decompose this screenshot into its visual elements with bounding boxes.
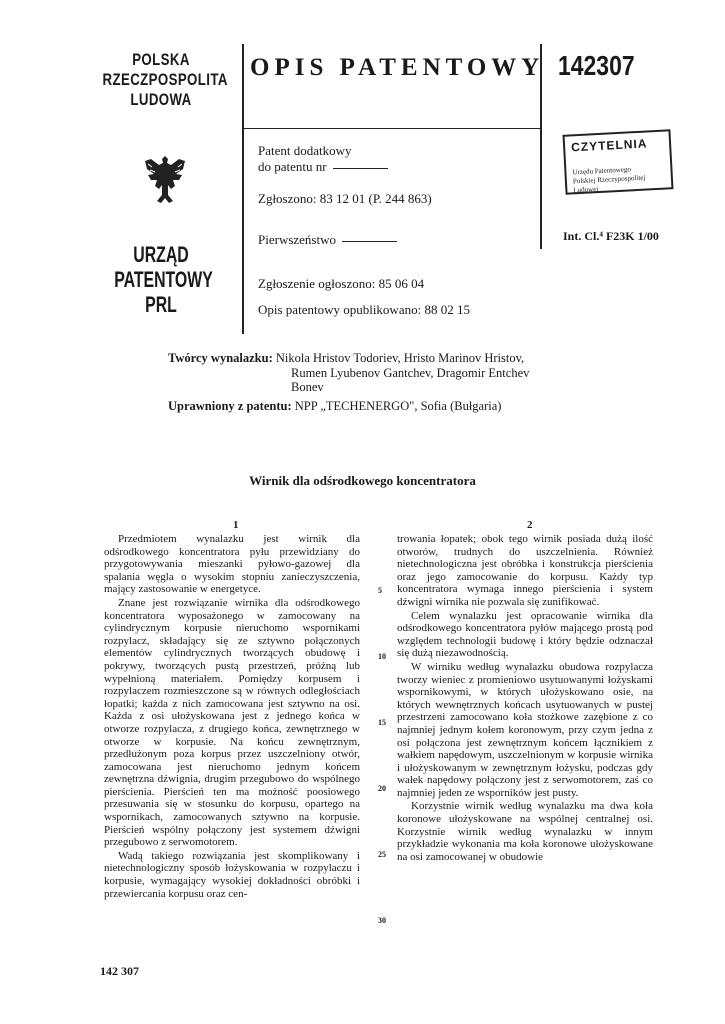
office-line: PATENTOWY (114, 267, 213, 292)
line-number: 25 (378, 850, 386, 859)
line-number: 20 (378, 784, 386, 793)
country-name (102, 50, 228, 110)
priority-line (258, 232, 397, 248)
inventors-names: Nikola Hristov Todoriev, Hristo Marinov Hristov, (275, 351, 525, 365)
patent-add-label (258, 143, 388, 175)
reading-room-stamp (563, 129, 674, 195)
country-line: RZECZPOSPOLITA (102, 70, 228, 89)
assignee-value: NPP „TECHENERGO", Sofia (Bułgaria) (294, 398, 502, 413)
blank-line (333, 168, 388, 169)
text-column-left (104, 533, 360, 901)
line-number: 10 (378, 652, 386, 661)
header-rule (244, 128, 542, 129)
stamp-title: CZYTELNIA (570, 136, 648, 155)
paragraph: Znane jest rozwiązanie wirnika dla odśrodkowego koncentratora wyposażonego w zamocowany na cylindrycznym korpusie nieruchomo wspornikami rozpylacz, składający się ze sztywno połączonych elementów cylindrycznych tworzących obudowę i pokrywy, tworzących pustą przestrzeń, próżną lub wypełnioną materiałem. Pomiędzy korpusem i rozpylaczem rozmieszczone są w równych odległościach łopatki; każda z nich zamocowana jest sztywno na osi. Każda z osi ułożyskowana jest z jednego końca w otworze rozpylacza, z drugiego końca, zewnętrznego w otworze w korpusie. Na końcu zewnętrznym, przedłużonym poza korpus przez uszczelniony otwór, zamocowana jest nieruchomo jednym końcem zewnętrzna dźwignia, drugim przegubowo do wspólnego pierścienia. Pierścień ten ma możność poosiowego przesuwania się w stosunku do korpusu, opartego na wspornikach, zamocowanych sztywno na korpusie. Pierścień wspólny połączony jest systemem dźwigni przegubowo z serwomotorem. (104, 596, 360, 849)
eagle-emblem-icon (140, 152, 190, 207)
patent-add-to-line (258, 159, 388, 175)
line-number: 5 (378, 586, 382, 595)
patent-number: 142307 (558, 50, 635, 81)
assignee-label: Uprawniony z patentu: (168, 398, 292, 413)
inventors-line (168, 351, 618, 366)
stamp-subtitle (572, 163, 671, 195)
inventors-names: Bonev (291, 380, 324, 394)
office-line: URZĄD (133, 242, 189, 267)
filed-date: Zgłoszono: 83 12 01 (P. 244 863) (258, 191, 432, 206)
text-column-right (397, 533, 653, 864)
office-line: PRL (145, 292, 177, 317)
document-type: OPIS PATENTOWY (250, 54, 545, 81)
footer-patent-number: 142 307 (100, 964, 139, 978)
paragraph: Korzystnie wirnik według wynalazku ma dwa koła koronowe ułożyskowane na wspólnej centralnej osi. Korzystnie wirnik według wynalazku w innym przykładzie wykonania ma koła koronowe ułożyskowane na osi zamocowanej w obudowie (397, 800, 653, 863)
patent-title: Wirnik dla odśrodkowego koncentratora (249, 473, 476, 488)
announced-date: Zgłoszenie ogłoszono: 85 06 04 (258, 276, 425, 291)
patent-add: Patent dodatkowy (258, 143, 352, 158)
paragraph: Wadą takiego rozwiązania jest skomplikowany i nietechnologiczny sposób łożyskowania w rozpylaczu i korpusie, wymagający wysokiej dokładności obróbki i przewiercania korpusu oraz cen- (104, 849, 360, 900)
int-classification: Int. Cl.⁴ F23K 1/00 (563, 229, 659, 243)
inventors-label: Twórcy wynalazku: (168, 351, 273, 365)
published-date: Opis patentowy opublikowano: 88 02 15 (258, 302, 470, 317)
inventors-names: Rumen Lyubenov Gantchev, Dragomir Entchev (291, 365, 530, 380)
column-number: 1 (233, 519, 239, 531)
inventors-block (168, 351, 618, 413)
header-divider (242, 44, 244, 334)
country-line: POLSKA (132, 50, 190, 69)
stamp-sub-line: Polskiej Rzeczypospolitej Ludowej (572, 173, 646, 195)
line-number: 30 (378, 916, 386, 925)
line-number: 15 (378, 718, 386, 727)
paragraph: Celem wynalazku jest opracowanie wirnika dla odśrodkowego koncentratora pyłów mającego prostą pod względem technologii budowę i który będzie odznaczał się dużą niezawodnością. (397, 609, 653, 660)
column-number: 2 (527, 519, 533, 531)
paragraph: Przedmiotem wynalazku jest wirnik dla odśrodkowego koncentratora pyłu przewidziany do przygotowywania mieszanki pyłowo-gazowej dla spalania węgla o wysokim stopniu zanieczyszczenia, mający zastosowanie w energetyce. (104, 533, 360, 596)
country-line: LUDOWA (130, 90, 192, 109)
priority-label: Pierwszeństwo (258, 232, 336, 247)
blank-line (342, 241, 397, 242)
patent-office-name (114, 242, 213, 317)
paragraph: trowania łopatek; obok tego wirnik posiada dużą ilość otworów, trudnych do uszczelnienia. Również nietechnologiczna jest obróbka i konstrukcja pierścienia oraz jego zamocowanie do korpusu. Każdy typ koncentratora wymaga innego pierścienia i system dźwigni wirnika nie pozwala się zunifikować. (397, 533, 653, 608)
assignee-line (168, 399, 618, 414)
stamp-sub-line: Urzędu Patentowego (572, 165, 632, 177)
paragraph: W wirniku według wynalazku obudowa rozpylacza tworzy wieniec z promieniowo usytuowanymi łożyskami wspornikowymi, w których ułożyskowano osie, na których wewnętrznych końcach usytuowanych w pustej przestrzeni zamocowano koła stożkowe zazębione z co najmniej jednym kołem koronowym, przy czym jedna z osi połączona jest zewnętrznym końcem łącznikiem z wałkiem napędowym, uszczelnionym w korpusie wirnika i ułożyskowanym w zewnętrznym łożysku, podczas gdy wałek napędowy połączony jest z serwomotorem, zaś co najmniej jeden ze wsporników jest pusty. (397, 660, 653, 799)
patent-add-to: do patentu nr (258, 159, 327, 174)
